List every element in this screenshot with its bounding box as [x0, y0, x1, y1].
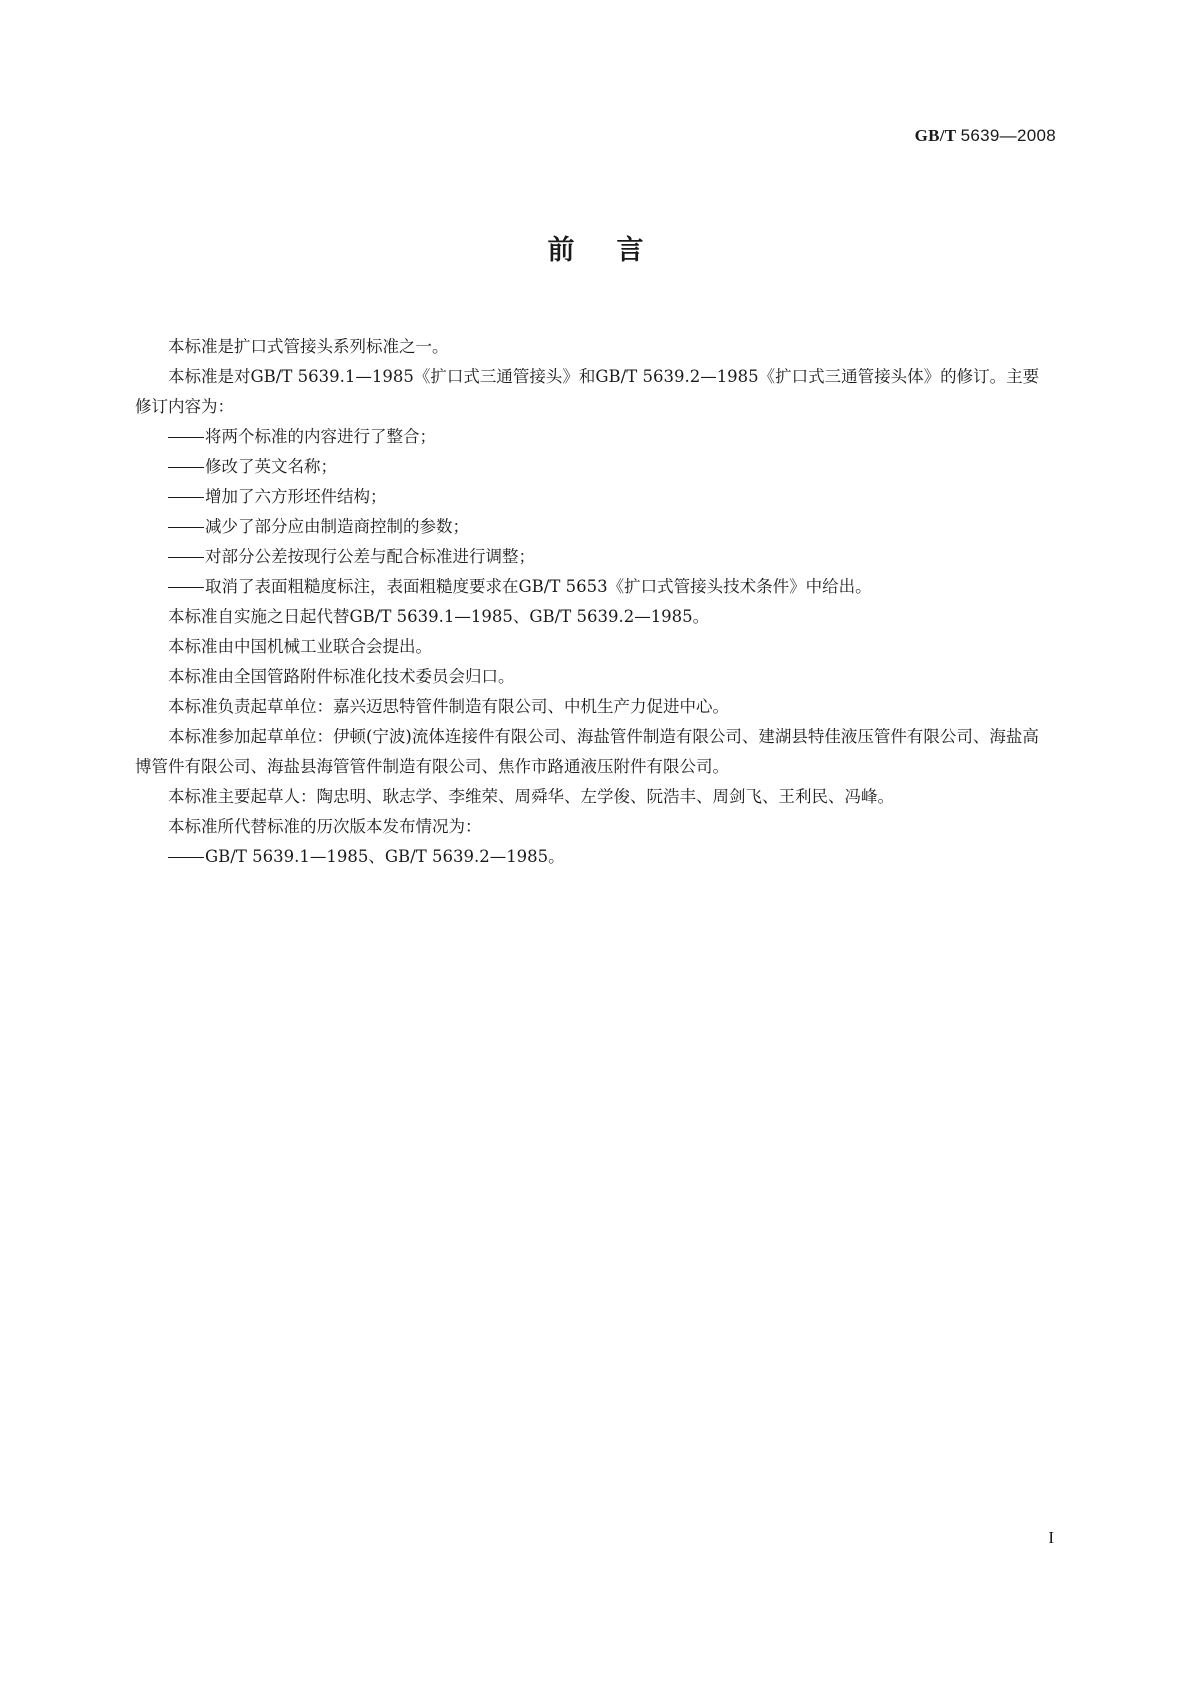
page-number: I: [1048, 1528, 1054, 1547]
revision-item: [135, 512, 1055, 542]
standard-code-prefix: GB/T: [914, 126, 957, 145]
dash-mark: [168, 437, 204, 438]
revision-item: [135, 482, 1055, 512]
dash-mark: [168, 497, 204, 498]
revision-item-text: 对部分公差按现行公差与配合标准进行调整；: [205, 547, 535, 566]
revision-item: [135, 452, 1055, 482]
paragraph-main-drafters: 本标准主要起草人：陶忠明、耿志学、李维荣、周舜华、左学俊、阮浩丰、周剑飞、王利民、冯峰。: [168, 787, 894, 806]
paragraph-proposed-by: 本标准由中国机械工业联合会提出。: [168, 637, 432, 656]
dash-mark: [168, 527, 204, 528]
revision-item-text: 增加了六方形坯件结构；: [205, 487, 387, 506]
paragraph-replaces: 本标准自实施之日起代替GB/T 5639.1—1985、GB/T 5639.2—1985。: [168, 607, 710, 626]
paragraph-revision-intro: 本标准是对GB/T 5639.1—1985《扩口式三通管接头》和GB/T 5639.2—1985《扩口式三通管接头体》的修订。主要修订内容为：: [135, 367, 1040, 416]
standard-code-number: 5639—2008: [960, 126, 1056, 145]
revision-item-text: 将两个标准的内容进行了整合；: [205, 427, 436, 446]
revision-item-text: 减少了部分应由制造商控制的参数；: [205, 517, 469, 536]
dash-mark: [168, 467, 204, 468]
revision-item: [135, 572, 1055, 602]
revision-item-text: 修改了英文名称；: [205, 457, 337, 476]
history-item-text: GB/T 5639.1—1985、GB/T 5639.2—1985。: [205, 847, 565, 866]
dash-mark: [168, 587, 204, 588]
revision-item: [135, 542, 1055, 572]
paragraph-history-intro: 本标准所代替标准的历次版本发布情况为：: [168, 817, 482, 836]
foreword-body: [135, 332, 1055, 872]
standard-code: [915, 126, 1056, 146]
paragraph-responsible-drafters: 本标准负责起草单位：嘉兴迈思特管件制造有限公司、中机生产力促进中心。: [168, 697, 729, 716]
paragraph-participating-drafters: 本标准参加起草单位：伊顿(宁波)流体连接件有限公司、海盐管件制造有限公司、建湖县特佳液压管件有限公司、海盐高博管件有限公司、海盐县海管管件制造有限公司、焦作市路通液压附件有限公司。: [135, 727, 1039, 776]
history-item: [135, 842, 1055, 872]
page-title: 前言: [547, 235, 686, 266]
dash-mark: [168, 557, 204, 558]
revision-item-text: 取消了表面粗糙度标注，表面粗糙度要求在GB/T 5653《扩口式管接头技术条件》中给出。: [205, 577, 872, 596]
paragraph-under-jurisdiction: 本标准由全国管路附件标准化技术委员会归口。: [168, 667, 515, 686]
revision-item: [135, 422, 1055, 452]
dash-mark: [168, 857, 204, 858]
paragraph-series: 本标准是扩口式管接头系列标准之一。: [168, 337, 449, 356]
